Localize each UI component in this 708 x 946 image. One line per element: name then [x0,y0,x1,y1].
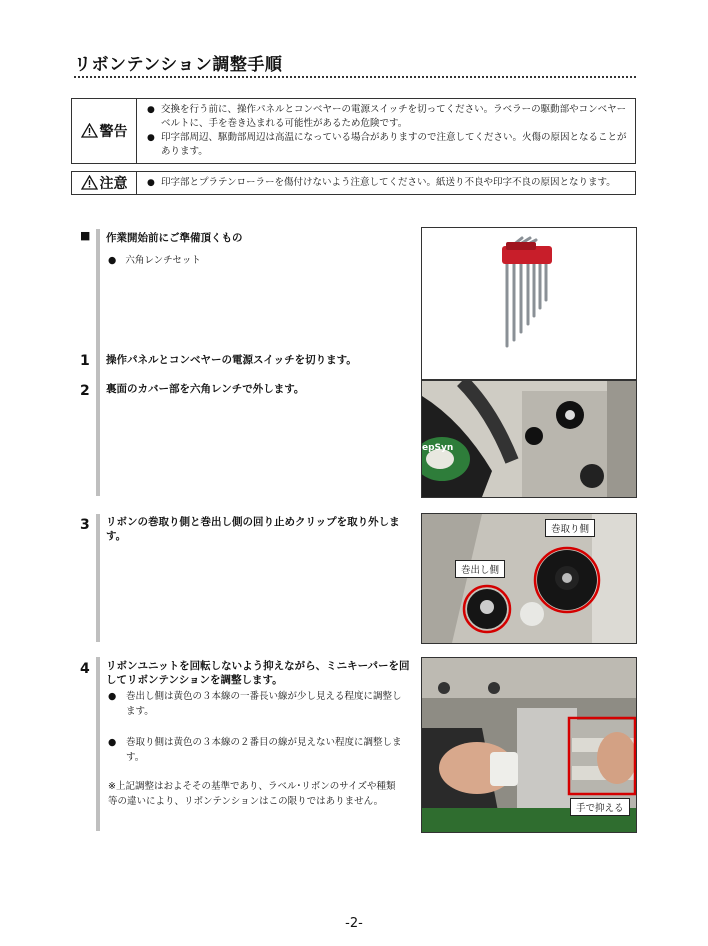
safety-table [71,98,636,195]
step-number: 1 [80,353,90,369]
hold-label: 手で抑える [570,798,630,816]
step-text: 裏面のカバー部を六角レンチで外します。 [106,383,305,395]
prep-marker: ■ [80,229,91,242]
prep-item [108,253,201,268]
caution-item: 印字部とプラテンローラーを傷付けないよう注意してください。紙送り不良や印字不良の原因となります。 [161,177,616,188]
warning-label-cell [72,99,137,164]
bullet-icon: ● [108,737,117,748]
caution-label: 注意 [99,176,128,192]
back-cover-photo [421,380,637,498]
section-bar [96,657,100,831]
bullet-icon: ● [147,105,155,115]
bullet-icon: ● [108,691,117,702]
step4-item-text: 巻取り側は黄色の３本線の２番目の線が見えない程度に調整します。 [126,737,402,763]
step4-item-text: 巻出し側は黄色の３本線の一番長い線が少し見える程度に調整します。 [126,691,402,717]
page-title: リボンテンション調整手順 [74,55,283,75]
step4-item [108,689,408,719]
section-bar [96,514,100,642]
step-text: リボンの巻取り側と巻出し側の回り止めクリップを取り外します。 [106,516,400,542]
prep-heading: 作業開始前にご準備頂くもの [106,232,243,244]
warning-item: 印字部周辺、駆動部周辺は高温になっている場合がありますので注意してください。火傷の原因となることがあります。 [161,132,627,157]
page-number: -2- [345,916,363,931]
take-up-label: 巻取り側 [545,519,595,537]
step-number: 2 [80,383,90,399]
bullet-icon: ● [147,178,155,188]
section-bar [96,229,100,496]
step-text: リボンユニットを回転しないよう抑えながら、ミニキーパーを回してリボンテンションを調整します。 [106,660,410,686]
prep-item-text: 六角レンチセット [125,255,201,266]
step-text: 操作パネルとコンベヤーの電源スイッチを切ります。 [106,354,357,366]
warning-body [137,99,636,164]
step4-item [108,735,408,765]
bullet-icon: ● [108,255,117,266]
bullet-icon: ● [147,133,155,143]
hex-wrench-photo [421,227,637,355]
warning-item: 交換を行う前に、操作パネルとコンベヤーの電源スイッチを切ってください。ラベラーの駆動部やコンベヤーベルトに、手を巻き込まれる可能性があるため危険です。 [161,104,627,129]
caution-body [137,172,636,195]
caution-label-cell [72,172,137,195]
photo-caption-strip [421,353,637,380]
photo-logo-text: epSyn [422,443,454,453]
caution-row [72,172,636,195]
step4-note: ※上記調整はおよそその基準であり、ラベル･リボンのサイズや種類等の違いにより、リボンテンションはこの限りではありません。 [108,781,396,807]
title-divider [74,76,636,78]
warning-row [72,99,636,164]
adjust-tension-photo [421,657,637,833]
clips-photo [421,513,637,644]
unwind-label: 巻出し側 [455,560,505,578]
step-number: 4 [80,661,90,677]
warning-triangle-icon [81,123,98,138]
step-number: 3 [80,517,90,533]
caution-triangle-icon [81,175,98,190]
warning-label: 警告 [99,124,128,140]
